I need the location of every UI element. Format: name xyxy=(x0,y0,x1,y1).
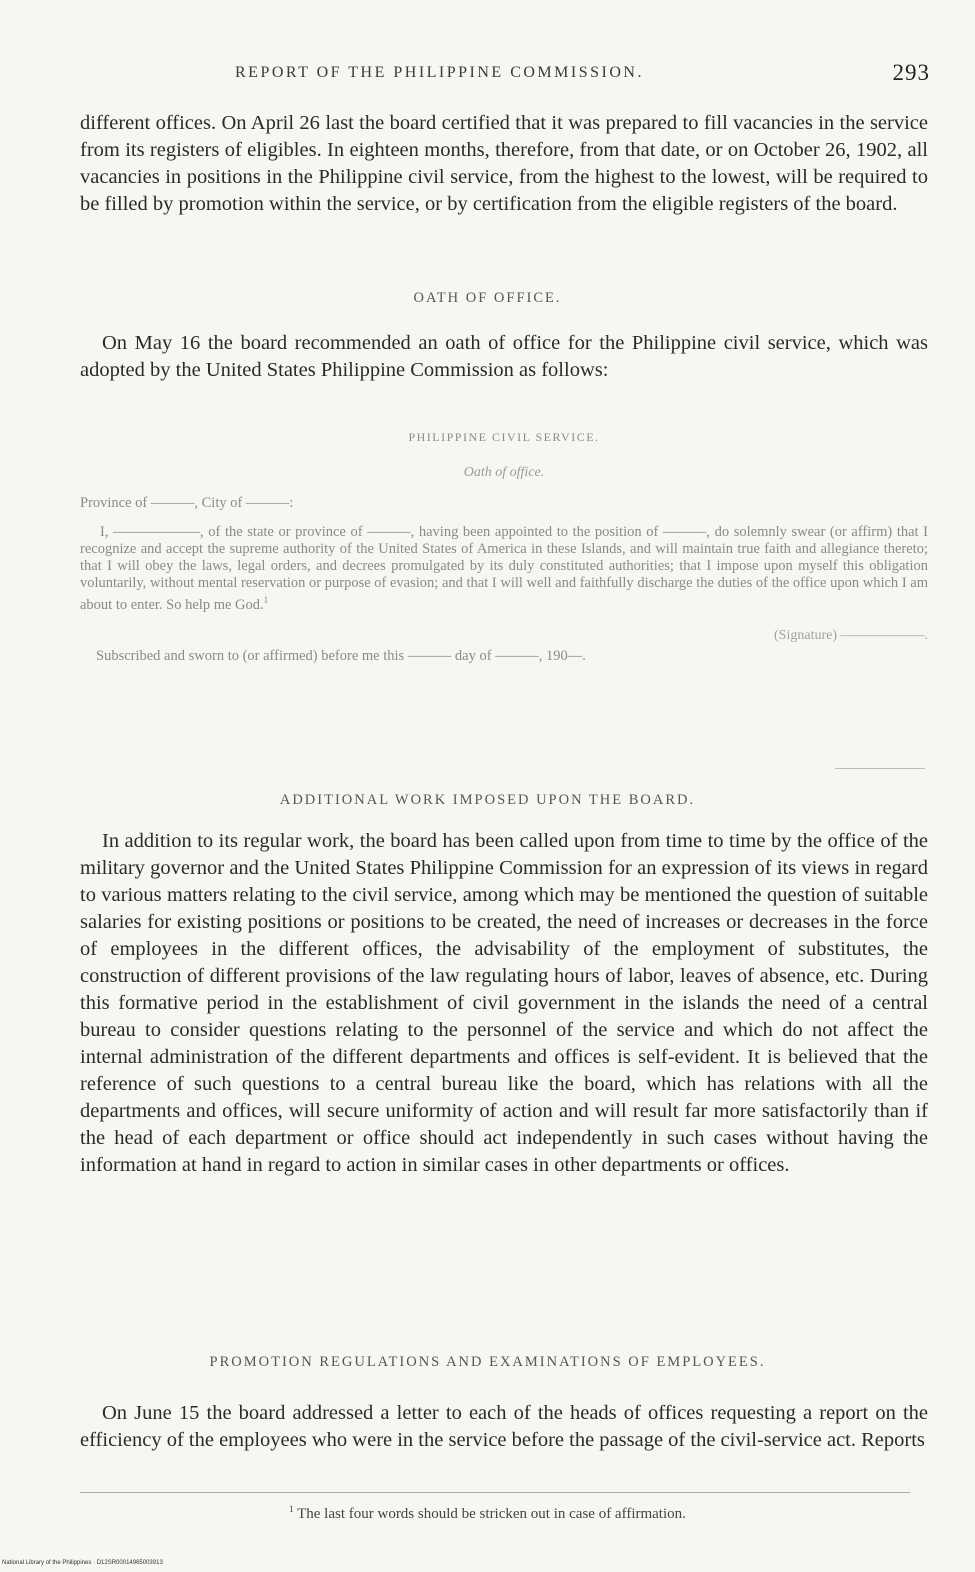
additional-work-heading: ADDITIONAL WORK IMPOSED UPON THE BOARD. xyxy=(279,792,696,808)
subscribed-line: Subscribed and sworn to (or affirmed) before me this ——— day of ———, 190—. xyxy=(96,647,586,664)
promotion-heading: PROMOTION REGULATIONS AND EXAMINATIONS OF EMPLOYEES. xyxy=(209,1354,766,1370)
signature-line: (Signature) ——————. xyxy=(774,627,928,643)
oath-paragraph-block xyxy=(80,330,928,384)
intro-paragraph-block xyxy=(80,110,928,218)
signature-rule xyxy=(835,768,925,769)
province-line: Province of ———, City of ———: xyxy=(80,495,294,511)
oath-footnote-marker: 1 xyxy=(263,595,269,605)
promotion-paragraph: On June 15 the board addressed a letter to each of the heads of offices requesting a report on the efficiency of the employees who were in the service before the passage of the civil-service act. Reports xyxy=(80,1402,928,1451)
footnote-text: The last four words should be stricken out in case of affirmation. xyxy=(297,1506,686,1522)
library-imprint: National Library of the Philippines · D12SR00014965003913 xyxy=(2,1560,163,1566)
intro-paragraph: different offices. On April 26 last the board certified that it was prepared to fill vacancies in the service from its registers of eligibles. In eighteen months, therefore, from that date, or on October 26, 1902, all vacancies in positions in the Philippine civil service, from the highest to the lowest, will be required to be filled by promotion within the service, or by certification from the eligible registers of the board. xyxy=(80,112,928,215)
oath-text-body: I, ——————, of the state or province of ———, having been appointed to the position of ———, do solemnly swear (or affirm) that I recognize and accept the supreme authority of the United States of America in these Islands, and will maintain true faith and allegiance thereto; that I will obey the laws, legal orders, and decrees promulgated by its duly constituted authorities; that I impose upon myself this obligation voluntarily, without mental reservation or purpose of evasion; and that I will well and faithfully discharge the duties of the office upon which I am about to enter. So help me God. xyxy=(80,524,928,613)
oath-text xyxy=(80,524,928,614)
page-number: 293 xyxy=(892,60,930,85)
oath-form-title: PHILIPPINE CIVIL SERVICE. xyxy=(408,430,600,444)
footnote-marker: 1 xyxy=(289,1504,294,1514)
footnote-rule xyxy=(80,1492,910,1493)
oath-paragraph: On May 16 the board recommended an oath of office for the Philippine civil service, which was adopted by the United States Philippine Commission as follows: xyxy=(80,332,928,381)
additional-work-paragraph: In addition to its regular work, the board has been called upon from time to time by the office of the military governor and the United States Philippine Commission for an expression of its views in regard to various matters relating to the civil service, among which may be mentioned the question of suitable salaries for existing positions or positions to be created, the need of increases or decreases in the force of employees in the different offices, the advisability of the employment of substitutes, the construction of different provisions of the law regulating hours of labor, leaves of absence, etc. During this formative period in the establishment of civil government in the islands the need of a central bureau to consider questions relating to the personnel of the service and which do not affect the internal administration of the different departments and offices is self-evident. It is believed that the reference of such questions to a central bureau like the board, which has relations with all the departments and offices, will secure uniformity of action and will result far more satisfactorily than if the head of each department or office should act independently in such cases without having the information at hand in regard to action in similar cases in other departments or offices. xyxy=(80,830,928,1176)
footnote xyxy=(0,1504,975,1523)
additional-work-block xyxy=(80,828,928,1179)
oath-form-subtitle: Oath of office. xyxy=(463,465,545,480)
oath-heading: OATH OF OFFICE. xyxy=(413,290,562,306)
page-header xyxy=(80,60,930,90)
oath-form xyxy=(80,430,928,665)
running-title: REPORT OF THE PHILIPPINE COMMISSION. xyxy=(235,64,644,81)
promotion-block xyxy=(80,1400,928,1454)
